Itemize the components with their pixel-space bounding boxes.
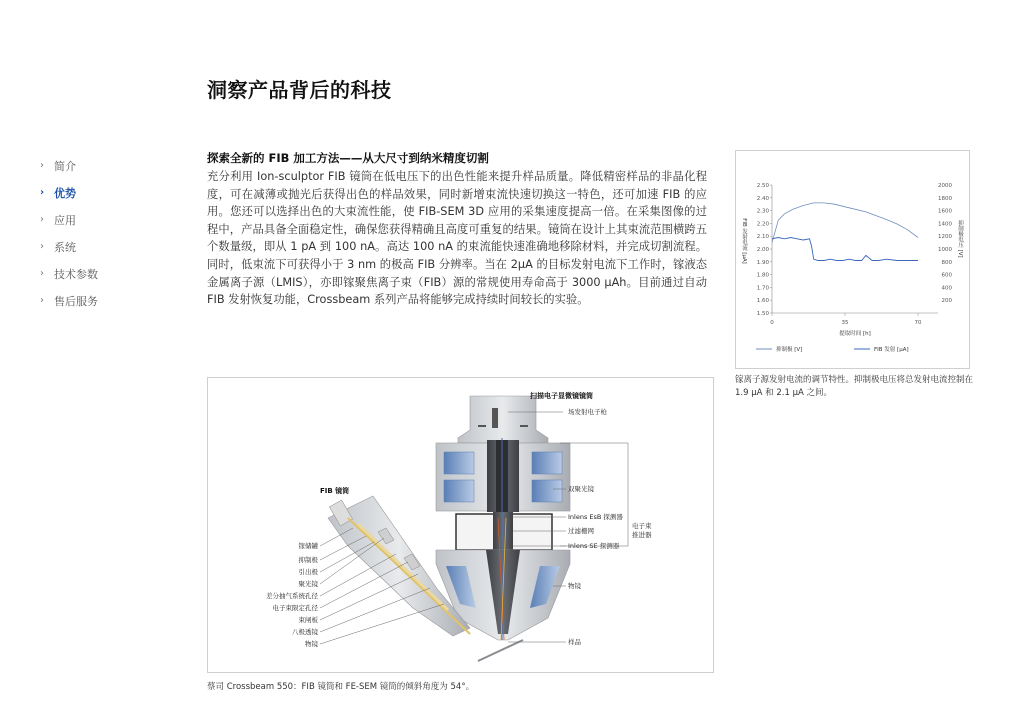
sidebar-item-advantages[interactable] — [40, 179, 190, 206]
y-right-tick-label: 1600 — [938, 208, 952, 215]
y-right-tick-label: 1800 — [938, 195, 952, 202]
label-beam-blanker: 束闸板 — [298, 616, 318, 624]
y-left-tick-label: 1.80 — [756, 272, 769, 279]
sidebar-item-service[interactable] — [40, 287, 190, 314]
y-left-tick-label: 1.70 — [756, 285, 769, 292]
label-octupole: 八极透镜 — [292, 628, 318, 636]
label-fib-objective: 物镜 — [305, 640, 318, 648]
label-extractor: 引出极 — [298, 568, 318, 576]
y-left-tick-label: 2.40 — [756, 195, 769, 202]
chart-caption: 镓离子源发射电流的调节特性。抑制极电压将总发射电流控制在 1.9 μA 和 2.1 μA 之间。 — [735, 375, 974, 398]
legend-label-1: FIB 发射 [μA] — [874, 347, 909, 353]
label-differential-pumping: 差分抽气系统孔径 — [266, 592, 318, 600]
y-left-tick-label: 2.50 — [756, 183, 769, 189]
label-sample: 样品 — [568, 638, 581, 646]
y-left-tick-label: 2.30 — [756, 208, 769, 215]
y-left-tick-label: 2.20 — [756, 221, 769, 228]
column-diagram — [207, 377, 714, 673]
chevron-right-icon: › — [40, 268, 44, 279]
label-inlens-se: Inlens SE 探测器 — [568, 542, 620, 550]
fib-column-title: FIB 镜筒 — [320, 487, 350, 495]
y-right-tick-label: 400 — [941, 285, 952, 292]
label-beam-limiting-aperture: 电子束限定孔径 — [272, 604, 318, 612]
series-line-1 — [772, 238, 918, 261]
page-title: 洞察产品背后的科技 — [207, 78, 392, 102]
body-paragraph: 充分利用 Ion-sculptor FIB 镜筒在低电压下的出色性能来提升样品质量。降低精密样品的非晶化程度，可在减薄或抛光后获得出色的样品效果，同时新增束流快速切换这一特色，还可加速 FIB 的应用。您还可以选择出色的大束流性能，使 FIB-SEM 3D 应用的采集速度提高一倍。在采集图像的过程中，产品具备全面稳定性，确保您获得精确且高度可重复的结果。镜筒在设计上其束流范围横跨五个数量级，即从 1 pA 到 100 nA。高达 100 nA 的束流能快速准确地移除材料，并完成切割流程。同时，低束流下可获得小于 3 nm 的极高 FIB 分辨率。当在 2μA 的目标发射电流下工作时，镓液态金属离子源（LMIS），亦即镓聚焦离子束（FIB）源的常规使用寿命高于 3000 μAh。目前通过自动 FIB 发射恢复功能，Crossbeam 系列产品将能够完成持续时间较长的实验。 — [207, 170, 707, 307]
y-right-tick-label: 800 — [941, 259, 952, 266]
label-condenser-lens: 聚光镜 — [298, 580, 318, 588]
y-right-tick-label: 200 — [941, 298, 952, 305]
sidebar-item-applications[interactable] — [40, 206, 190, 233]
y-left-tick-label: 2.00 — [756, 247, 769, 253]
label-ga-reservoir: 镓储罐 — [298, 542, 318, 550]
sidebar-item-label: 系统 — [54, 240, 76, 254]
emission-chart — [735, 150, 970, 369]
chevron-right-icon: › — [40, 295, 44, 306]
sidebar-item-intro[interactable] — [40, 152, 190, 179]
label-beam-booster-1: 电子束 — [632, 522, 652, 530]
chevron-right-icon: › — [40, 160, 44, 171]
label-double-condenser: 双聚光镜 — [568, 485, 594, 493]
diagram-caption: 蔡司 Crossbeam 550：FIB 镜筒和 FE-SEM 镜筒的倾斜角度为 54°。 — [207, 682, 475, 692]
sidebar-item-label: 售后服务 — [54, 294, 98, 308]
section-subheading: 探索全新的 FIB 加工方法——从大尺寸到纳米精度切割 — [207, 151, 489, 165]
y-right-axis-label: 抑制极电压 [V] — [957, 220, 963, 258]
sem-column-title: 扫描电子显微镜镜筒 — [530, 392, 593, 400]
chevron-right-icon: › — [40, 187, 45, 198]
chevron-right-icon: › — [40, 214, 44, 225]
x-tick-label: 0 — [770, 320, 774, 326]
sidebar-item-label: 优势 — [54, 186, 76, 200]
y-right-tick-label: 2000 — [938, 183, 952, 189]
y-left-tick-label: 1.90 — [756, 259, 769, 266]
chevron-right-icon: › — [40, 241, 44, 252]
label-suppressor: 抑制极 — [298, 556, 318, 564]
chart-svg — [736, 151, 969, 368]
series-line-0 — [772, 203, 918, 243]
y-right-tick-label: 1000 — [938, 247, 952, 253]
label-objective: 物镜 — [568, 582, 581, 590]
sidebar-item-system[interactable] — [40, 233, 190, 260]
y-left-tick-label: 1.60 — [756, 298, 769, 305]
sidebar-item-label: 技术参数 — [54, 267, 98, 281]
y-right-tick-label: 1200 — [938, 234, 952, 241]
y-right-tick-label: 600 — [941, 272, 952, 279]
column-diagram-svg — [208, 378, 713, 672]
legend-label-0: 抑制极 [V] — [776, 347, 803, 353]
x-tick-label: 35 — [841, 320, 849, 326]
main-content — [207, 150, 707, 309]
x-axis-label: 提取时间 [h] — [839, 331, 871, 337]
sidebar-item-label: 应用 — [54, 213, 76, 227]
sidebar-item-label: 简介 — [54, 159, 76, 173]
y-left-tick-label: 1.50 — [756, 311, 769, 317]
label-inlens-esb: Inlens EsB 探测器 — [568, 513, 623, 521]
sidebar-nav — [40, 152, 190, 314]
y-left-axis-label: FIB 发射电流 [μA] — [741, 218, 747, 264]
y-left-tick-label: 2.10 — [756, 234, 769, 241]
sidebar-item-specs[interactable] — [40, 260, 190, 287]
label-field-emission-gun: 场发射电子枪 — [568, 408, 607, 416]
y-right-tick-label: 1400 — [938, 221, 952, 228]
label-beam-booster-2: 推进器 — [632, 531, 652, 539]
label-filter-grid: 过滤栅网 — [568, 527, 594, 535]
x-tick-label: 70 — [914, 320, 922, 326]
